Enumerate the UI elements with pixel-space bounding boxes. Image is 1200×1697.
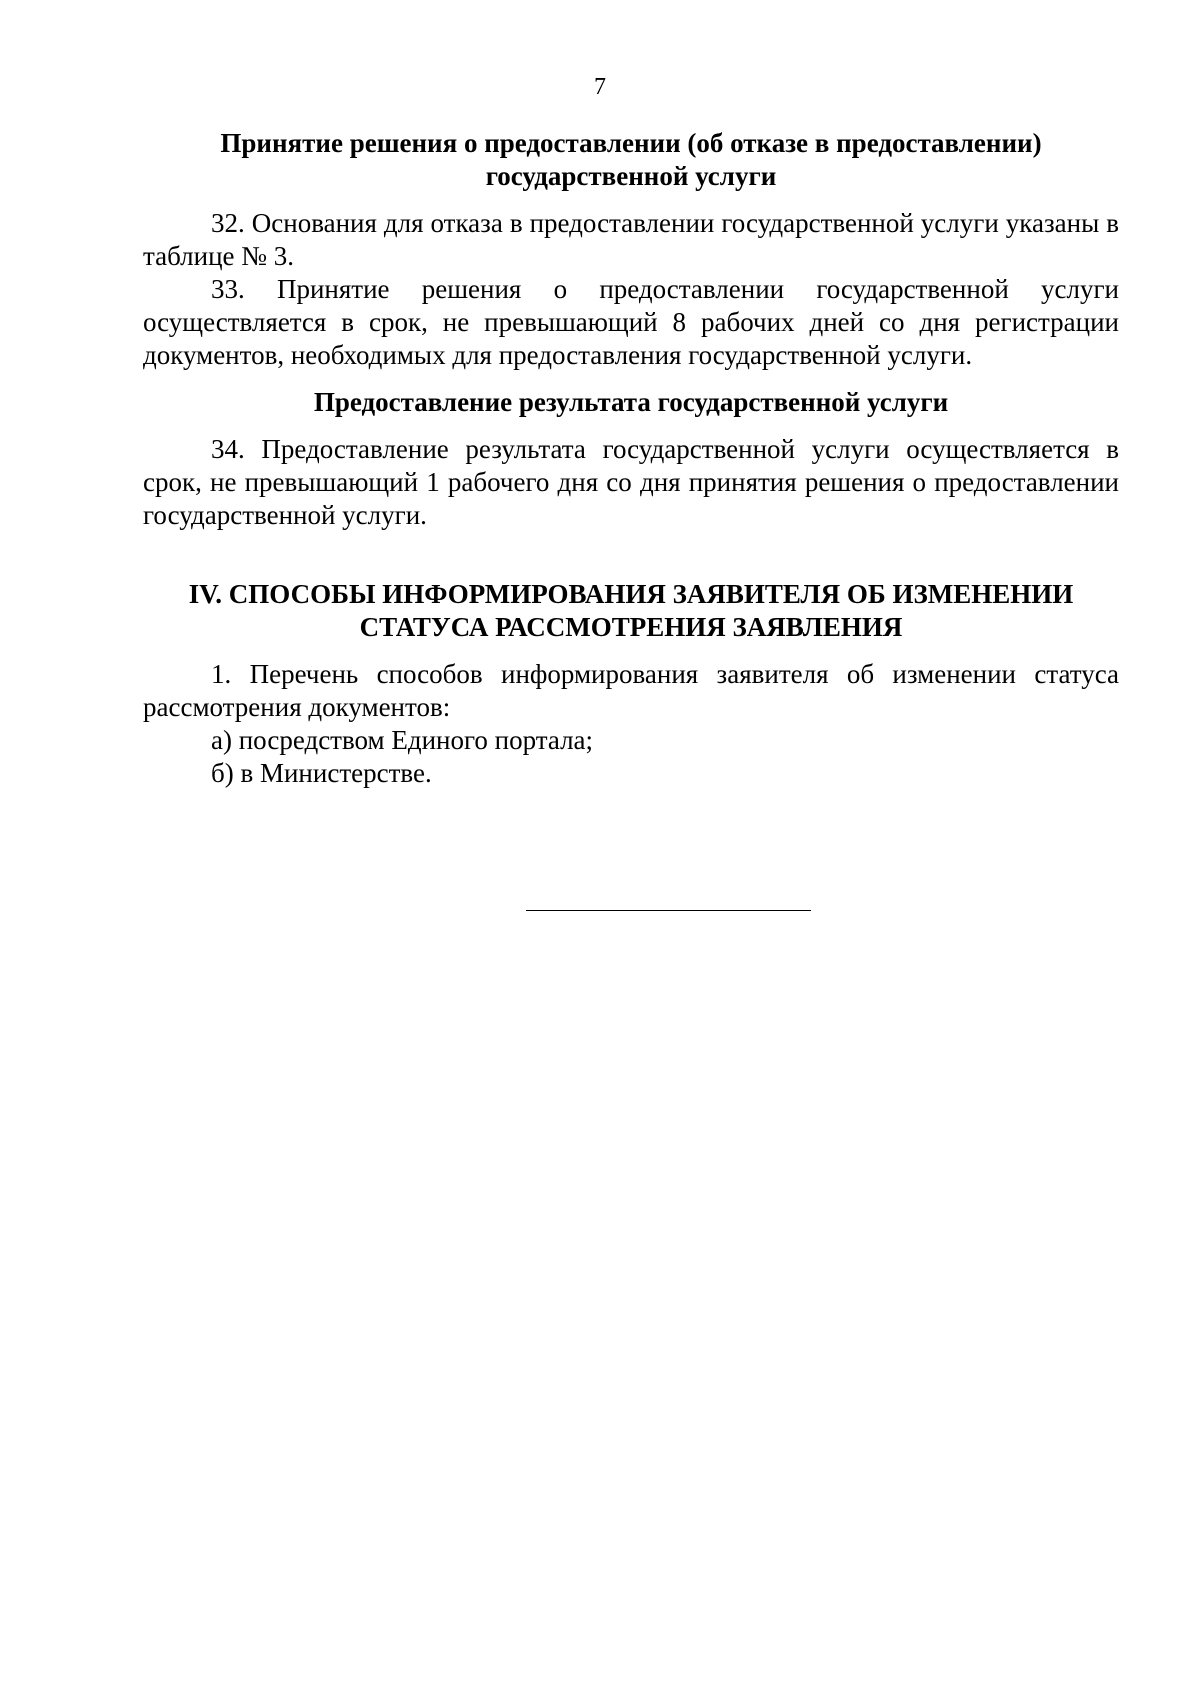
paragraph-1: 1. Перечень способов информирования заявителя об изменении статуса рассмотрения документов: (143, 659, 1119, 722)
list-item: а) посредством Единого портала; (211, 725, 594, 755)
list-item: б) в Министерстве. (211, 758, 432, 788)
page-number: 7 (594, 74, 606, 100)
heading-line: Принятие решения о предоставлении (об отказе в предоставлении) (220, 128, 1042, 158)
paragraph-34: 34. Предоставление результата государственной услуги осуществляется в срок, не превышающий 1 рабочего дня со дня принятия решения о предоставлении государственной услуги. (143, 434, 1119, 530)
chapter-heading-iv (143, 578, 1119, 644)
heading-line: IV. СПОСОБЫ ИНФОРМИРОВАНИЯ ЗАЯВИТЕЛЯ ОБ ИЗМЕНЕНИИ (188, 579, 1074, 609)
paragraph-32: 32. Основания для отказа в предоставлении государственной услуги указаны в таблице № 3. (143, 208, 1119, 271)
heading-line: государственной услуги (485, 161, 777, 191)
document-body (143, 127, 1119, 790)
section-heading-result: Предоставление результата государственной услуги (313, 387, 949, 417)
heading-line: СТАТУСА РАССМОТРЕНИЯ ЗАЯВЛЕНИЯ (359, 612, 903, 642)
section-heading-decision (143, 127, 1119, 193)
paragraph-33: 33. Принятие решения о предоставлении государственной услуги осуществляется в срок, не превышающий 8 рабочих дней со дня регистрации документов, необходимых для предоставления государственной услуги. (143, 274, 1119, 370)
end-divider-line (526, 910, 811, 911)
